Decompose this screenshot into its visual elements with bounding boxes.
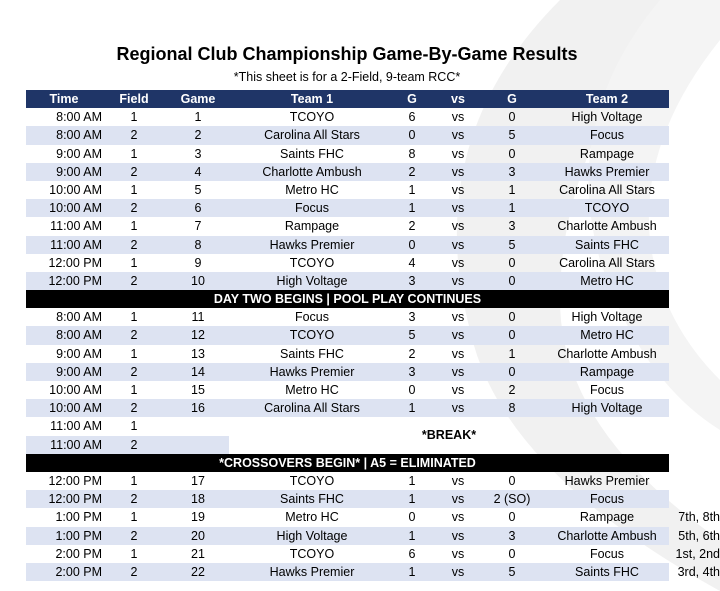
cell-vs: vs [451, 328, 465, 343]
crossover-rows [26, 472, 720, 581]
cell-game: 3 [194, 146, 202, 161]
cell-time: 8:00 AM [56, 128, 102, 143]
table-row [26, 399, 720, 417]
cell-vs: vs [451, 273, 465, 288]
cell-time: 10:00 AM [49, 383, 102, 397]
table-row [26, 181, 720, 199]
cell-team2: Focus [589, 128, 625, 143]
cell-game: 6 [194, 201, 202, 216]
cell-field: 2 [130, 364, 138, 379]
cell-g2: 8 [508, 401, 516, 416]
cell-g1: 1 [408, 528, 416, 543]
cell-team1: Metro HC [285, 510, 339, 525]
cell-g2: 5 [508, 564, 516, 579]
cell-game: 10 [191, 273, 205, 288]
cell-g1: 0 [408, 383, 416, 397]
cell-field: 2 [130, 492, 138, 507]
cell-game: 22 [191, 564, 205, 579]
cell-team1: Hawks Premier [269, 364, 355, 379]
cell-game: 8 [194, 237, 202, 252]
cell-place [672, 472, 720, 490]
break-row-2 [26, 436, 720, 454]
cell-field: 2 [130, 564, 138, 579]
cell-g1: 0 [408, 510, 416, 525]
page-title: Regional Club Championship Game-By-Game Results [116, 44, 578, 64]
cell-team2: Rampage [579, 364, 635, 379]
cell-time: 2:00 PM [55, 546, 102, 561]
cell-game: 14 [191, 364, 205, 379]
cell-g1: 5 [408, 328, 416, 343]
cell-vs: vs [451, 492, 465, 507]
table-row [26, 508, 720, 526]
cell-g2: 0 [508, 510, 516, 525]
cell-team2: Carolina All Stars [559, 182, 655, 197]
cell-game: 17 [191, 473, 205, 488]
cell-g1: 6 [408, 110, 416, 125]
table-row [26, 381, 720, 399]
cell-team2: Carolina All Stars [559, 255, 655, 270]
cell-g1: 1 [408, 564, 416, 579]
cell-field: 1 [130, 182, 138, 197]
cell-vs: vs [451, 146, 465, 161]
cell-time: 8:00 AM [56, 310, 102, 325]
cell-place: 7th, 8th [678, 510, 720, 525]
cell-g2: 0 [508, 546, 516, 561]
cell-field: 1 [130, 110, 138, 125]
cell-team1: Focus [294, 201, 330, 216]
break-block [26, 417, 720, 453]
cell-vs: vs [451, 346, 465, 361]
cell-time: 1:00 PM [55, 528, 102, 543]
table-row [26, 563, 720, 581]
table-row [26, 254, 720, 272]
cell-game: 11 [191, 310, 205, 325]
cell-g2: 0 [508, 255, 516, 270]
cell-place: 5th, 6th [678, 528, 720, 543]
cell-game: 19 [191, 510, 205, 525]
cell-field: 2 [130, 273, 138, 288]
cell-game: 5 [194, 182, 202, 197]
cell-g1: 0 [408, 128, 416, 143]
cell-team2: Hawks Premier [564, 473, 650, 488]
header-g1: G [407, 92, 417, 106]
cell-field: 2 [130, 437, 138, 452]
table-row [26, 126, 720, 144]
cell-vs: vs [451, 310, 465, 325]
cell-g2: 0 [508, 364, 516, 379]
cell-place: 3rd, 4th [677, 564, 720, 579]
cell-team2: High Voltage [571, 310, 643, 325]
cell-team2: Hawks Premier [564, 164, 650, 179]
cell-team1: Saints FHC [280, 492, 344, 507]
table-row [26, 472, 720, 490]
cell-g1: 3 [408, 364, 416, 379]
header-team1: Team 1 [290, 92, 334, 106]
cell-g1: 6 [408, 546, 416, 561]
cell-g1: 1 [408, 401, 416, 416]
cell-field: 1 [130, 310, 138, 325]
cell-vs: vs [451, 364, 465, 379]
cell-vs: vs [451, 383, 465, 397]
cell-g2: 2 [508, 383, 516, 397]
cell-g1: 1 [408, 182, 416, 197]
cell-g1: 3 [408, 310, 416, 325]
cell-g1: 1 [408, 201, 416, 216]
table-header [26, 90, 669, 108]
cell-field: 2 [130, 237, 138, 252]
crossover-banner: *CROSSOVERS BEGIN* | A5 = ELIMINATED [26, 454, 669, 472]
cell-team1: Focus [294, 310, 330, 325]
table-row [26, 326, 720, 344]
cell-team1: TCOYO [289, 473, 335, 488]
cell-team1: Carolina All Stars [264, 128, 360, 143]
cell-g1: 1 [408, 473, 416, 488]
cell-g1: 1 [408, 492, 416, 507]
cell-g2: 0 [508, 146, 516, 161]
table-row [26, 490, 720, 508]
header-time: Time [49, 92, 79, 106]
cell-field: 1 [130, 546, 138, 561]
cell-team1: Hawks Premier [269, 237, 355, 252]
header-field: Field [119, 92, 149, 106]
cell-g2: 0 [508, 110, 516, 125]
cell-team2: Rampage [579, 510, 635, 525]
cell-vs: vs [451, 401, 465, 416]
cell-time: 10:00 AM [49, 401, 102, 416]
cell-vs: vs [451, 546, 465, 561]
cell-g1: 4 [408, 255, 416, 270]
cell-field: 2 [130, 201, 138, 216]
cell-vs: vs [451, 110, 465, 125]
cell-team1: Metro HC [285, 383, 339, 397]
cell-time: 12:00 PM [48, 255, 102, 270]
cell-field: 2 [130, 164, 138, 179]
cell-game: 16 [191, 401, 205, 416]
cell-game: 12 [191, 328, 205, 343]
cell-vs: vs [451, 237, 465, 252]
cell-team1: High Voltage [276, 528, 348, 543]
cell-team2: Focus [589, 492, 625, 507]
cell-team1: TCOYO [289, 255, 335, 270]
cell-time: 1:00 PM [55, 510, 102, 525]
cell-vs: vs [451, 201, 465, 216]
cell-team2: Charlotte Ambush [557, 219, 657, 234]
cell-team2: Saints FHC [575, 237, 639, 252]
cell-team1: Saints FHC [280, 146, 344, 161]
cell-team1: Saints FHC [280, 346, 344, 361]
cell-vs: vs [451, 528, 465, 543]
cell-time: 12:00 PM [48, 273, 102, 288]
cell-team2: Focus [589, 383, 625, 397]
header-g2: G [507, 92, 517, 106]
cell-time: 9:00 AM [56, 146, 102, 161]
header-vs: vs [451, 92, 465, 106]
cell-team2: High Voltage [571, 110, 643, 125]
cell-team1: TCOYO [289, 546, 335, 561]
cell-team2: High Voltage [571, 401, 643, 416]
page-subtitle: *This sheet is for a 2-Field, 9-team RCC* [233, 70, 461, 84]
cell-game: 21 [191, 546, 205, 561]
cell-g2: 5 [508, 237, 516, 252]
cell-time: 12:00 PM [48, 473, 102, 488]
cell-game: 20 [191, 528, 205, 543]
day-two-banner: DAY TWO BEGINS | POOL PLAY CONTINUES [26, 290, 669, 308]
results-table [26, 90, 720, 581]
cell-team2: TCOYO [584, 201, 630, 216]
cell-g2: 5 [508, 128, 516, 143]
table-row [26, 363, 720, 381]
cell-vs: vs [451, 219, 465, 234]
cell-g1: 3 [408, 273, 416, 288]
cell-field: 1 [130, 510, 138, 525]
header-game: Game [180, 92, 216, 106]
cell-field: 1 [130, 383, 138, 397]
cell-time: 10:00 AM [49, 182, 102, 197]
cell-team1: Hawks Premier [269, 564, 355, 579]
cell-field: 2 [130, 328, 138, 343]
cell-field: 1 [130, 419, 138, 434]
cell-game: 15 [191, 383, 205, 397]
cell-team2: Rampage [579, 146, 635, 161]
cell-team1: TCOYO [289, 328, 335, 343]
cell-vs: vs [451, 164, 465, 179]
break-row-1 [26, 417, 720, 435]
break-label: *BREAK* [421, 428, 477, 443]
cell-vs: vs [451, 128, 465, 143]
cell-team2: Charlotte Ambush [557, 346, 657, 361]
cell-vs: vs [451, 182, 465, 197]
cell-g2: 0 [508, 328, 516, 343]
cell-field: 2 [130, 528, 138, 543]
cell-place [672, 490, 720, 508]
cell-team1: Carolina All Stars [264, 401, 360, 416]
table-row [26, 236, 720, 254]
table-row [26, 163, 720, 181]
cell-team1: Metro HC [285, 182, 339, 197]
cell-g1: 2 [408, 346, 416, 361]
cell-vs: vs [451, 255, 465, 270]
cell-g1: 0 [408, 237, 416, 252]
cell-time: 12:00 PM [48, 492, 102, 507]
cell-vs: vs [451, 510, 465, 525]
cell-time: 8:00 AM [56, 110, 102, 125]
cell-g2: 0 [508, 473, 516, 488]
cell-field: 1 [130, 219, 138, 234]
cell-g2: 1 [508, 182, 516, 197]
cell-time: 9:00 AM [56, 346, 102, 361]
cell-time: 10:00 AM [49, 201, 102, 216]
table-row [26, 527, 720, 545]
table-row [26, 145, 720, 163]
cell-team1: High Voltage [276, 273, 348, 288]
table-row [26, 545, 720, 563]
cell-g2: 0 [508, 310, 516, 325]
cell-g2: 3 [508, 219, 516, 234]
table-row [26, 308, 720, 326]
cell-g2: 0 [508, 273, 516, 288]
cell-g1: 2 [408, 219, 416, 234]
cell-team2: Saints FHC [575, 564, 639, 579]
cell-team1: TCOYO [289, 110, 335, 125]
cell-game: 18 [191, 492, 205, 507]
cell-field: 2 [130, 401, 138, 416]
table-row [26, 199, 720, 217]
cell-time: 9:00 AM [56, 364, 102, 379]
cell-time: 11:00 AM [50, 419, 102, 434]
day-one-rows [26, 108, 720, 290]
table-row [26, 217, 720, 235]
cell-g2: 1 [508, 201, 516, 216]
header-team2: Team 2 [585, 92, 629, 106]
cell-place: 1st, 2nd [675, 546, 720, 561]
cell-game: 9 [194, 255, 202, 270]
cell-time: 11:00 AM [50, 219, 102, 234]
cell-field: 1 [130, 346, 138, 361]
cell-team2: Metro HC [580, 273, 634, 288]
table-row [26, 108, 720, 126]
cell-team1: Charlotte Ambush [262, 164, 362, 179]
cell-game: 4 [194, 164, 202, 179]
cell-g2: 3 [508, 528, 516, 543]
cell-field: 1 [130, 473, 138, 488]
cell-time: 8:00 AM [56, 328, 102, 343]
cell-g1: 2 [408, 164, 416, 179]
cell-g2: 1 [508, 346, 516, 361]
cell-field: 2 [130, 128, 138, 143]
cell-time: 9:00 AM [56, 164, 102, 179]
cell-game: 1 [194, 110, 202, 125]
cell-team2: Charlotte Ambush [557, 528, 657, 543]
cell-game: 13 [191, 346, 205, 361]
cell-game: 2 [194, 128, 202, 143]
cell-team2: Metro HC [580, 328, 634, 343]
cell-g2: 2 (SO) [493, 492, 531, 507]
day-two-rows [26, 308, 720, 417]
cell-g1: 8 [408, 146, 416, 161]
cell-team1: Rampage [284, 219, 340, 234]
cell-time: 2:00 PM [55, 564, 102, 579]
table-row [26, 272, 720, 290]
table-row [26, 345, 720, 363]
cell-game: 7 [194, 219, 202, 234]
cell-g2: 3 [508, 164, 516, 179]
cell-vs: vs [451, 473, 465, 488]
cell-field: 1 [130, 146, 138, 161]
cell-vs: vs [451, 564, 465, 579]
cell-field: 1 [130, 255, 138, 270]
cell-time: 11:00 AM [50, 437, 102, 452]
cell-time: 11:00 AM [50, 237, 102, 252]
cell-team2: Focus [589, 546, 625, 561]
